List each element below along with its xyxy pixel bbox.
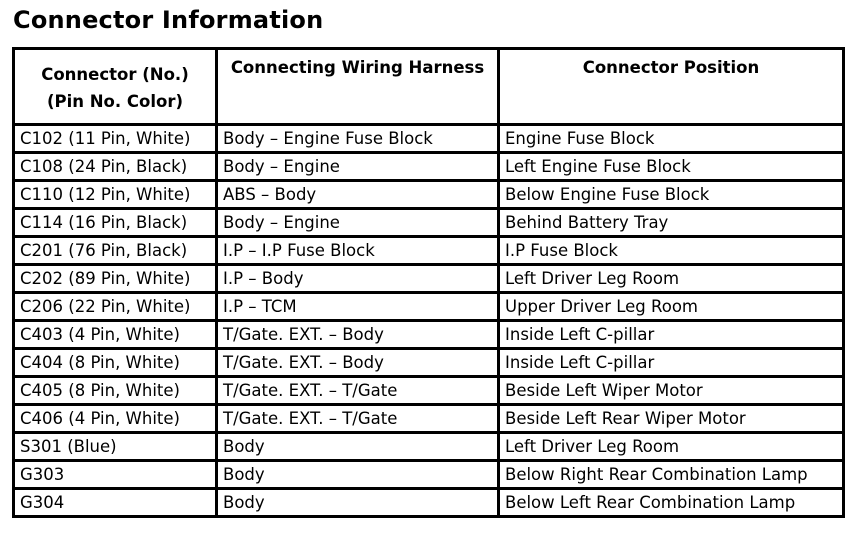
cell-position: Beside Left Wiper Motor xyxy=(499,377,844,405)
table-row xyxy=(14,265,844,293)
table-row xyxy=(14,321,844,349)
cell-harness: Body – Engine Fuse Block xyxy=(217,125,499,153)
table-row xyxy=(14,433,844,461)
cell-position: Behind Battery Tray xyxy=(499,209,844,237)
header-connector xyxy=(14,49,217,125)
cell-position: Beside Left Rear Wiper Motor xyxy=(499,405,844,433)
cell-connector: C102 (11 Pin, White) xyxy=(14,125,217,153)
cell-position: Inside Left C-pillar xyxy=(499,349,844,377)
cell-harness: Body xyxy=(217,433,499,461)
table-row xyxy=(14,237,844,265)
cell-position: I.P Fuse Block xyxy=(499,237,844,265)
table-row xyxy=(14,489,844,517)
cell-connector: S301 (Blue) xyxy=(14,433,217,461)
cell-position: Engine Fuse Block xyxy=(499,125,844,153)
cell-position: Below Right Rear Combination Lamp xyxy=(499,461,844,489)
cell-harness: T/Gate. EXT. – Body xyxy=(217,349,499,377)
cell-position: Inside Left C-pillar xyxy=(499,321,844,349)
connector-table xyxy=(12,47,845,518)
cell-position: Left Driver Leg Room xyxy=(499,433,844,461)
table-row xyxy=(14,349,844,377)
table-row xyxy=(14,125,844,153)
table-row xyxy=(14,153,844,181)
cell-harness: Body xyxy=(217,489,499,517)
cell-harness: I.P – I.P Fuse Block xyxy=(217,237,499,265)
cell-connector: C201 (76 Pin, Black) xyxy=(14,237,217,265)
cell-connector: C405 (8 Pin, White) xyxy=(14,377,217,405)
cell-harness: Body – Engine xyxy=(217,209,499,237)
header-connector-line2: (Pin No. Color) xyxy=(46,92,184,111)
cell-harness: T/Gate. EXT. – T/Gate xyxy=(217,405,499,433)
cell-connector: C202 (89 Pin, White) xyxy=(14,265,217,293)
cell-connector: C403 (4 Pin, White) xyxy=(14,321,217,349)
table-row xyxy=(14,461,844,489)
cell-connector: C114 (16 Pin, Black) xyxy=(14,209,217,237)
cell-connector: C406 (4 Pin, White) xyxy=(14,405,217,433)
cell-position: Upper Driver Leg Room xyxy=(499,293,844,321)
cell-harness: I.P – TCM xyxy=(217,293,499,321)
page-title: Connector Information xyxy=(13,6,324,34)
table-row xyxy=(14,293,844,321)
cell-connector: C404 (8 Pin, White) xyxy=(14,349,217,377)
header-connector-line1: Connector (No.) xyxy=(41,65,189,84)
table-row xyxy=(14,405,844,433)
cell-connector: C110 (12 Pin, White) xyxy=(14,181,217,209)
cell-connector: C206 (22 Pin, White) xyxy=(14,293,217,321)
cell-position: Left Engine Fuse Block xyxy=(499,153,844,181)
cell-harness: I.P – Body xyxy=(217,265,499,293)
table-row xyxy=(14,377,844,405)
cell-harness: ABS – Body xyxy=(217,181,499,209)
cell-connector: G303 xyxy=(14,461,217,489)
header-position: Connector Position xyxy=(499,49,844,125)
cell-position: Below Engine Fuse Block xyxy=(499,181,844,209)
cell-position: Left Driver Leg Room xyxy=(499,265,844,293)
cell-harness: Body – Engine xyxy=(217,153,499,181)
table-header-row xyxy=(14,49,844,125)
cell-position: Below Left Rear Combination Lamp xyxy=(499,489,844,517)
cell-connector: G304 xyxy=(14,489,217,517)
table-row xyxy=(14,181,844,209)
header-harness: Connecting Wiring Harness xyxy=(217,49,499,125)
cell-harness: Body xyxy=(217,461,499,489)
cell-connector: C108 (24 Pin, Black) xyxy=(14,153,217,181)
table-row xyxy=(14,209,844,237)
cell-harness: T/Gate. EXT. – Body xyxy=(217,321,499,349)
cell-harness: T/Gate. EXT. – T/Gate xyxy=(217,377,499,405)
